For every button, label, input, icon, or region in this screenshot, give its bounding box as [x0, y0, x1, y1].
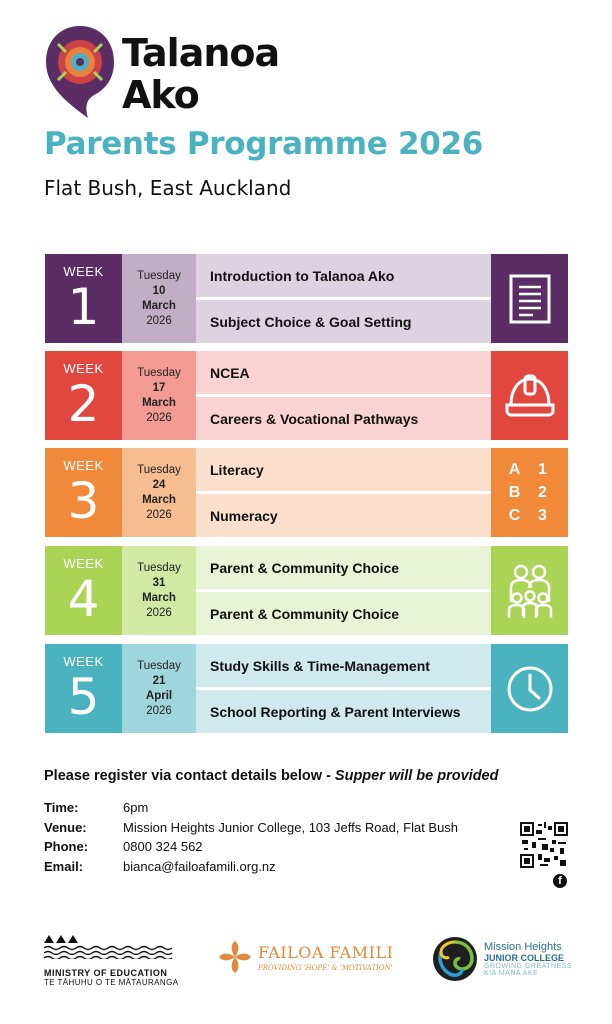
- detail-row: [44, 818, 458, 838]
- supper-note: Supper will be provided: [334, 768, 499, 784]
- email-link[interactable]: bianca@failoafamili.org.nz: [123, 858, 276, 874]
- week-number: 3: [67, 472, 100, 530]
- brand-name: [122, 32, 279, 116]
- week-month: March: [142, 493, 176, 506]
- ministry-of-education-logo: [44, 935, 184, 987]
- week-icon-block: [491, 546, 568, 635]
- week-row: [45, 351, 568, 440]
- week-topic: Subject Choice & Goal Setting: [196, 297, 491, 343]
- clock-icon: [505, 664, 555, 714]
- waves-icon: [44, 945, 176, 959]
- week-topic: NCEA: [196, 351, 491, 394]
- week-month: March: [142, 591, 176, 604]
- week-day: Tuesday: [137, 463, 181, 476]
- week-day: Tuesday: [137, 366, 181, 379]
- moe-name: MINISTRY OF EDUCATION: [44, 968, 168, 978]
- detail-key: Email:: [44, 858, 84, 874]
- week-row: [45, 254, 568, 343]
- week-label-block: [45, 351, 122, 440]
- week-year: 2026: [146, 314, 172, 327]
- failoa-name: FAILOA FAMILI: [258, 942, 394, 962]
- talanoa-ako-logo: [44, 24, 116, 120]
- week-icon-block: [491, 254, 568, 343]
- mission-heights-logo: [432, 936, 572, 982]
- week-label: WEEK: [63, 556, 104, 571]
- detail-key: Venue:: [44, 819, 87, 835]
- week-label: WEEK: [63, 264, 104, 279]
- week-label: WEEK: [63, 654, 104, 669]
- detail-value: Mission Heights Junior College, 103 Jeffs Road, Flat Bush: [123, 819, 459, 835]
- brand-line-2: Ako: [122, 73, 199, 117]
- week-row: [45, 448, 568, 537]
- week-topic: Careers & Vocational Pathways: [196, 394, 491, 440]
- week-topic: Parent & Community Choice: [196, 589, 491, 635]
- mhjc-college: JUNIOR COLLEGE: [484, 953, 565, 963]
- week-icon-block: [491, 351, 568, 440]
- mhjc-name: Mission Heights: [484, 941, 562, 953]
- abc-number: 2: [538, 484, 549, 501]
- week-date: 31: [152, 576, 166, 589]
- week-topic: Literacy: [196, 448, 491, 491]
- week-date-block: [122, 644, 196, 733]
- week-label-block: [45, 644, 122, 733]
- abc-letter: A: [508, 461, 523, 478]
- week-month: March: [142, 299, 176, 312]
- week-date-block: [122, 254, 196, 343]
- week-row: [45, 644, 568, 733]
- abc-number: 3: [538, 507, 549, 524]
- week-date: 24: [152, 478, 166, 491]
- detail-row: [44, 837, 458, 857]
- family-icon: [503, 562, 557, 620]
- abc-letter: B: [508, 484, 523, 501]
- week-label-block: [45, 546, 122, 635]
- week-number: 4: [67, 570, 100, 628]
- week-date-block: [122, 546, 196, 635]
- mhjc-motto-maori: KIA MANA AKE: [484, 970, 539, 977]
- week-day: Tuesday: [137, 561, 181, 574]
- page-subtitle: Flat Bush, East Auckland: [44, 176, 292, 200]
- page-title: Parents Programme 2026: [44, 126, 484, 162]
- week-topics: [196, 448, 491, 537]
- week-label-block: [45, 254, 122, 343]
- phone-link[interactable]: 0800 324 562: [123, 839, 203, 854]
- week-label: WEEK: [63, 361, 104, 376]
- week-number: 5: [67, 668, 100, 726]
- week-month: April: [145, 689, 173, 702]
- abc-letter: C: [508, 507, 523, 524]
- week-row: [45, 546, 568, 635]
- week-day: Tuesday: [137, 659, 181, 672]
- week-topics: [196, 254, 491, 343]
- week-date-block: [122, 351, 196, 440]
- detail-key: Phone:: [44, 839, 89, 854]
- hard-hat-icon: [503, 371, 557, 421]
- week-topics: [196, 546, 491, 635]
- abc-number: 1: [538, 461, 549, 478]
- detail-row: [44, 798, 458, 818]
- week-icon-block: [491, 448, 568, 537]
- week-year: 2026: [146, 606, 172, 619]
- detail-value: 6pm: [123, 800, 149, 815]
- document-icon: [508, 273, 552, 325]
- abc-123-icon: [502, 458, 558, 527]
- contact-details: [44, 798, 458, 876]
- detail-row: [44, 857, 458, 877]
- facebook-icon[interactable]: f: [553, 874, 567, 888]
- week-month: March: [142, 396, 176, 409]
- week-icon-block: [491, 644, 568, 733]
- triangles-icon: [44, 935, 184, 943]
- qr-code-icon[interactable]: [520, 822, 568, 868]
- week-date-block: [122, 448, 196, 537]
- flower-icon: [218, 940, 252, 974]
- week-number: 2: [67, 375, 100, 433]
- week-topic: School Reporting & Parent Interviews: [196, 687, 491, 733]
- week-date: 21: [152, 674, 166, 687]
- week-label-block: [45, 448, 122, 537]
- week-day: Tuesday: [137, 269, 181, 282]
- week-topic: Study Skills & Time-Management: [196, 644, 491, 687]
- week-topic: Numeracy: [196, 491, 491, 537]
- week-topic: Introduction to Talanoa Ako: [196, 254, 491, 297]
- week-date: 10: [152, 284, 166, 297]
- register-note: [44, 768, 498, 784]
- week-topic: Parent & Community Choice: [196, 546, 491, 589]
- koru-emblem-icon: [432, 936, 478, 982]
- mhjc-motto: GROWING GREATNESS: [484, 963, 573, 970]
- brand-line-1: Talanoa: [122, 31, 280, 75]
- week-year: 2026: [146, 704, 172, 717]
- failoa-tagline: PROVIDING 'HOPE' & 'MOTIVATION': [258, 963, 393, 972]
- week-topics: [196, 644, 491, 733]
- week-label: WEEK: [63, 458, 104, 473]
- moe-name-maori: TE TĀHUHU O TE MĀTAURANGA: [44, 978, 179, 987]
- week-year: 2026: [146, 508, 172, 521]
- week-year: 2026: [146, 411, 172, 424]
- failoa-famili-logo: [218, 940, 393, 974]
- detail-key: Time:: [44, 800, 79, 815]
- register-text: Please register via contact details below -: [44, 768, 335, 784]
- week-topics: [196, 351, 491, 440]
- week-date: 17: [152, 381, 166, 394]
- week-number: 1: [67, 278, 100, 336]
